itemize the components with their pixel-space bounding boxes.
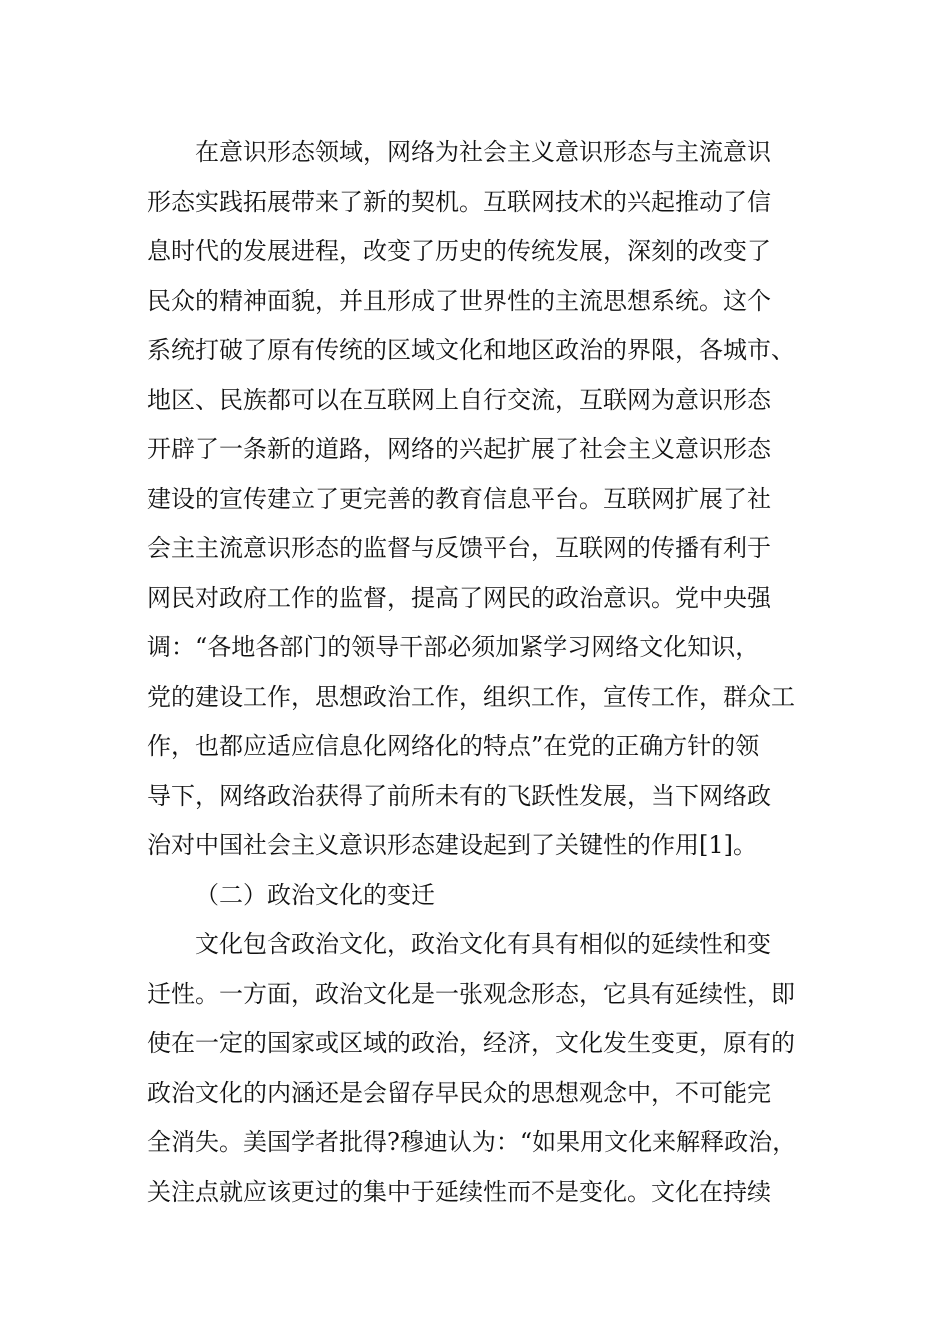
paragraph-line: 迁性。一方面，政治文化是一张观念形态，它具有延续性，即 — [147, 979, 795, 1008]
paragraph-line: 形态实践拓展带来了新的契机。互联网技术的兴起推动了信 — [147, 187, 771, 216]
paragraph-line: 治对中国社会主义意识形态建设起到了关键性的作用[1]。 — [147, 831, 757, 859]
paragraph-ideology-network — [147, 128, 812, 871]
paragraph-line: 会主主流意识形态的监督与反馈平台，互联网的传播有利于 — [147, 534, 771, 562]
paragraph-line: 系统打破了原有传统的区域文化和地区政治的界限，各城市、 — [147, 336, 795, 364]
paragraph-line: 作，也都应适应信息化网络化的特点”在党的正确方针的领 — [147, 732, 760, 760]
document-body — [147, 128, 812, 1217]
paragraph-line: 网民对政府工作的监督，提高了网民的政治意识。党中央强 — [147, 583, 771, 612]
paragraph-line: 民众的精神面貌，并且形成了世界性的主流思想系统。这个 — [147, 286, 771, 315]
paragraph-line: 党的建设工作，思想政治工作，组织工作，宣传工作，群众工 — [147, 682, 795, 711]
paragraph-line: 开辟了一条新的道路，网络的兴起扩展了社会主义意识形态 — [147, 435, 771, 463]
section-heading: （二）政治文化的变迁 — [195, 880, 435, 909]
paragraph-line: 建设的宣传建立了更完善的教育信息平台。互联网扩展了社 — [147, 484, 771, 513]
paragraph-line: 使在一定的国家或区域的政治，经济，文化发生变更，原有的 — [147, 1029, 795, 1057]
paragraph-line: 关注点就应该更过的集中于延续性而不是变化。文化在持续 — [147, 1177, 771, 1206]
paragraph-line: 在意识形态领域，网络为社会主义意识形态与主流意识 — [195, 138, 771, 166]
paragraph-line: 政治文化的内涵还是会留存早民众的思想观念中，不可能完 — [147, 1078, 771, 1107]
paragraph-line: 导下，网络政治获得了前所未有的飞跃性发展，当下网络政 — [147, 781, 771, 810]
paragraph-line: 文化包含政治文化，政治文化有具有相似的延续性和变 — [195, 930, 771, 958]
paragraph-line: 调：“各地各部门的领导干部必须加紧学习网络文化知识， — [147, 633, 760, 661]
paragraph-political-culture — [147, 920, 812, 1217]
paragraph-line: 地区、民族都可以在互联网上自行交流，互联网为意识形态 — [147, 385, 771, 414]
paragraph-line: 全消失。美国学者批得?穆迪认为：“如果用文化来解释政治， — [147, 1128, 797, 1156]
paragraph-line: 息时代的发展进程，改变了历史的传统发展，深刻的改变了 — [147, 237, 771, 265]
